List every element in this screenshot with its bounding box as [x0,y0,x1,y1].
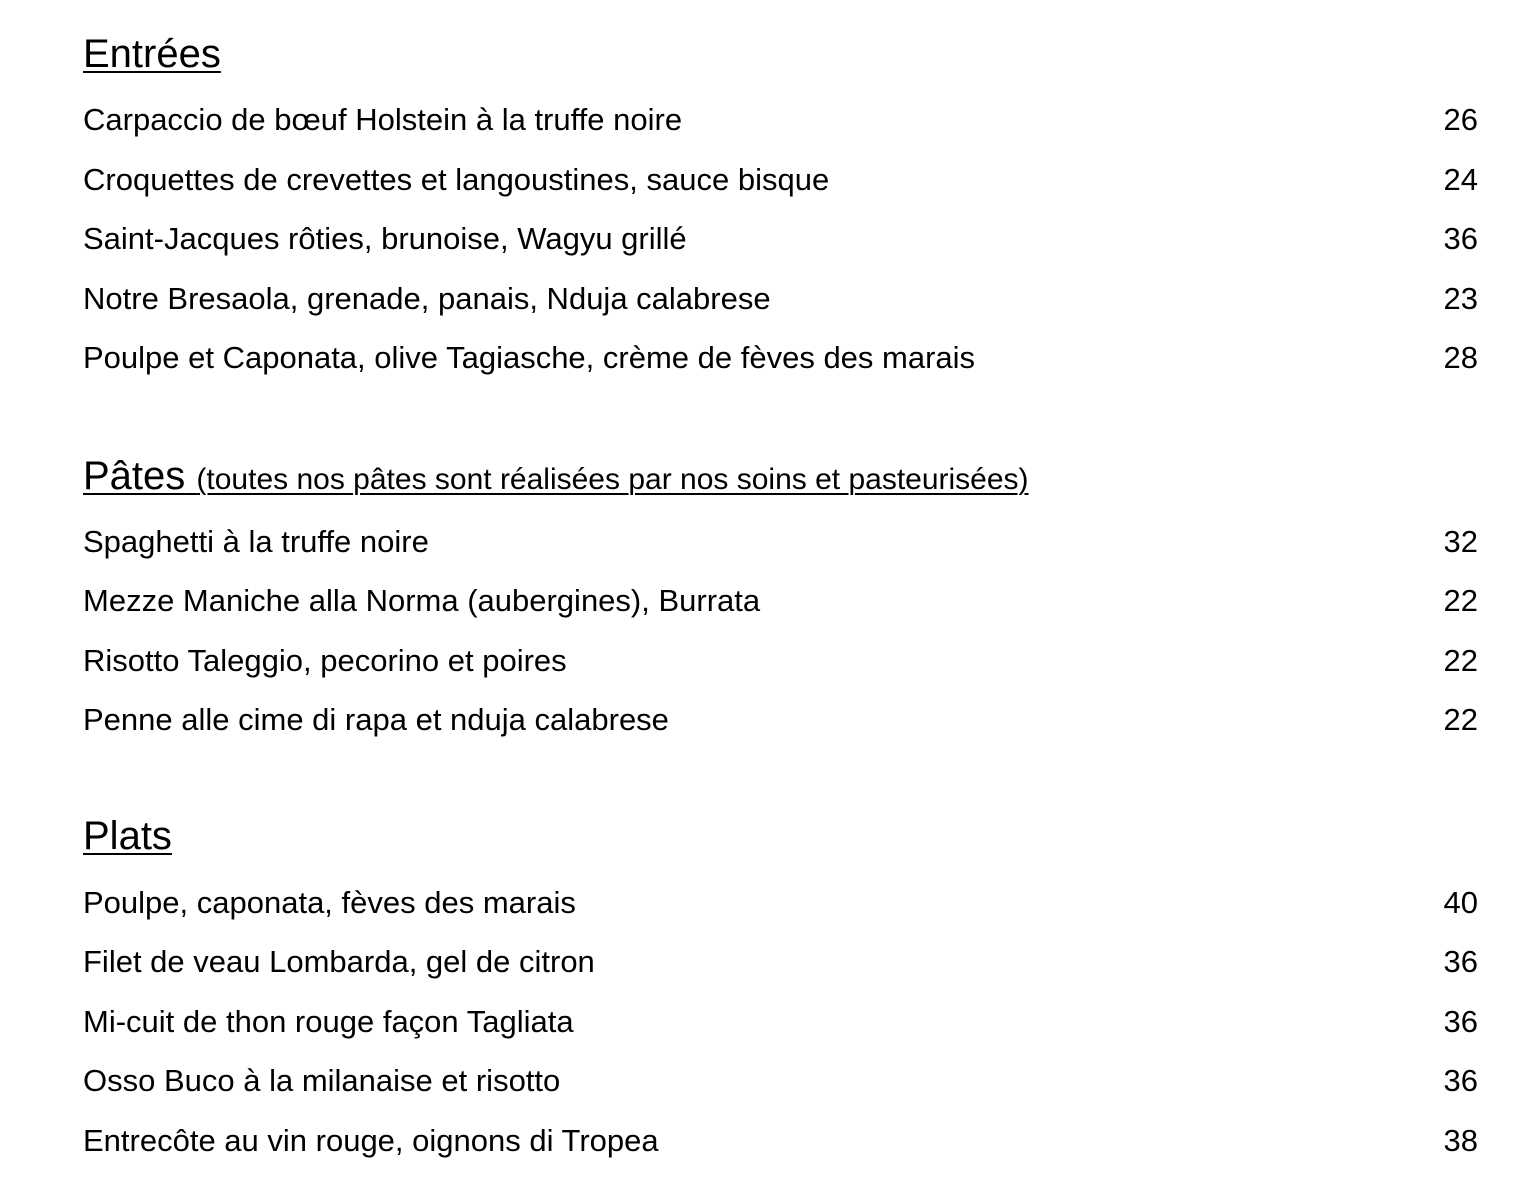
menu-item-name: Saint-Jacques rôties, brunoise, Wagyu grillé [83,221,687,256]
menu-item-price: 36 [1443,1004,1478,1039]
menu-item [83,700,1478,740]
menu-item-name: Osso Buco à la milanaise et risotto [83,1063,561,1098]
section-subtitle: (toutes nos pâtes sont réalisées par nos soins et pasteurisées) [196,463,1029,496]
menu-item [83,883,1478,923]
menu-item-name: Filet de veau Lombarda, gel de citron [83,944,595,979]
menu-item [83,1002,1478,1042]
section-title-text: Pâtes [83,454,186,498]
menu-item-name: Croquettes de crevettes et langoustines, sauce bisque [83,162,830,197]
menu-item [83,1061,1478,1101]
menu-item-price: 36 [1443,221,1478,256]
menu-item-name: Mezze Maniche alla Norma (aubergines), Burrata [83,583,761,618]
menu-item [83,279,1478,319]
menu-item-price: 36 [1443,1063,1478,1098]
menu-item [83,1121,1478,1161]
section-title-text: Plats [83,814,172,858]
menu-item [83,160,1478,200]
menu-item-name: Risotto Taleggio, pecorino et poires [83,643,567,678]
menu-item-price: 32 [1443,524,1478,559]
menu-item-price: 22 [1443,702,1478,737]
menu-item-name: Spaghetti à la truffe noire [83,524,429,559]
menu-item [83,338,1478,378]
menu-item-name: Poulpe, caponata, fèves des marais [83,885,576,920]
menu-item-name: Penne alle cime di rapa et nduja calabrese [83,702,669,737]
menu-item-name: Mi-cuit de thon rouge façon Tagliata [83,1004,574,1039]
menu-item-price: 38 [1443,1123,1478,1158]
section-title [83,32,221,76]
section-title [83,454,1029,502]
menu-item-name: Poulpe et Caponata, olive Tagiasche, crème de fèves des marais [83,340,976,375]
menu-item [83,522,1478,562]
menu-item-name: Carpaccio de bœuf Holstein à la truffe noire [83,102,683,137]
menu-item-price: 22 [1443,643,1478,678]
menu-item [83,942,1478,982]
menu-item [83,581,1478,621]
menu-item-price: 26 [1443,102,1478,137]
menu-item-price: 40 [1443,885,1478,920]
menu-item-name: Notre Bresaola, grenade, panais, Nduja calabrese [83,281,771,316]
menu-item-price: 23 [1443,281,1478,316]
menu-item-name: Entrecôte au vin rouge, oignons di Tropea [83,1123,659,1158]
menu-item-price: 22 [1443,583,1478,618]
menu-item-price: 36 [1443,944,1478,979]
menu-item [83,100,1478,140]
section-title [83,814,172,858]
menu-item-price: 28 [1443,340,1478,375]
menu-item [83,641,1478,681]
menu-item-price: 24 [1443,162,1478,197]
section-title-text: Entrées [83,32,221,76]
menu-item [83,219,1478,259]
